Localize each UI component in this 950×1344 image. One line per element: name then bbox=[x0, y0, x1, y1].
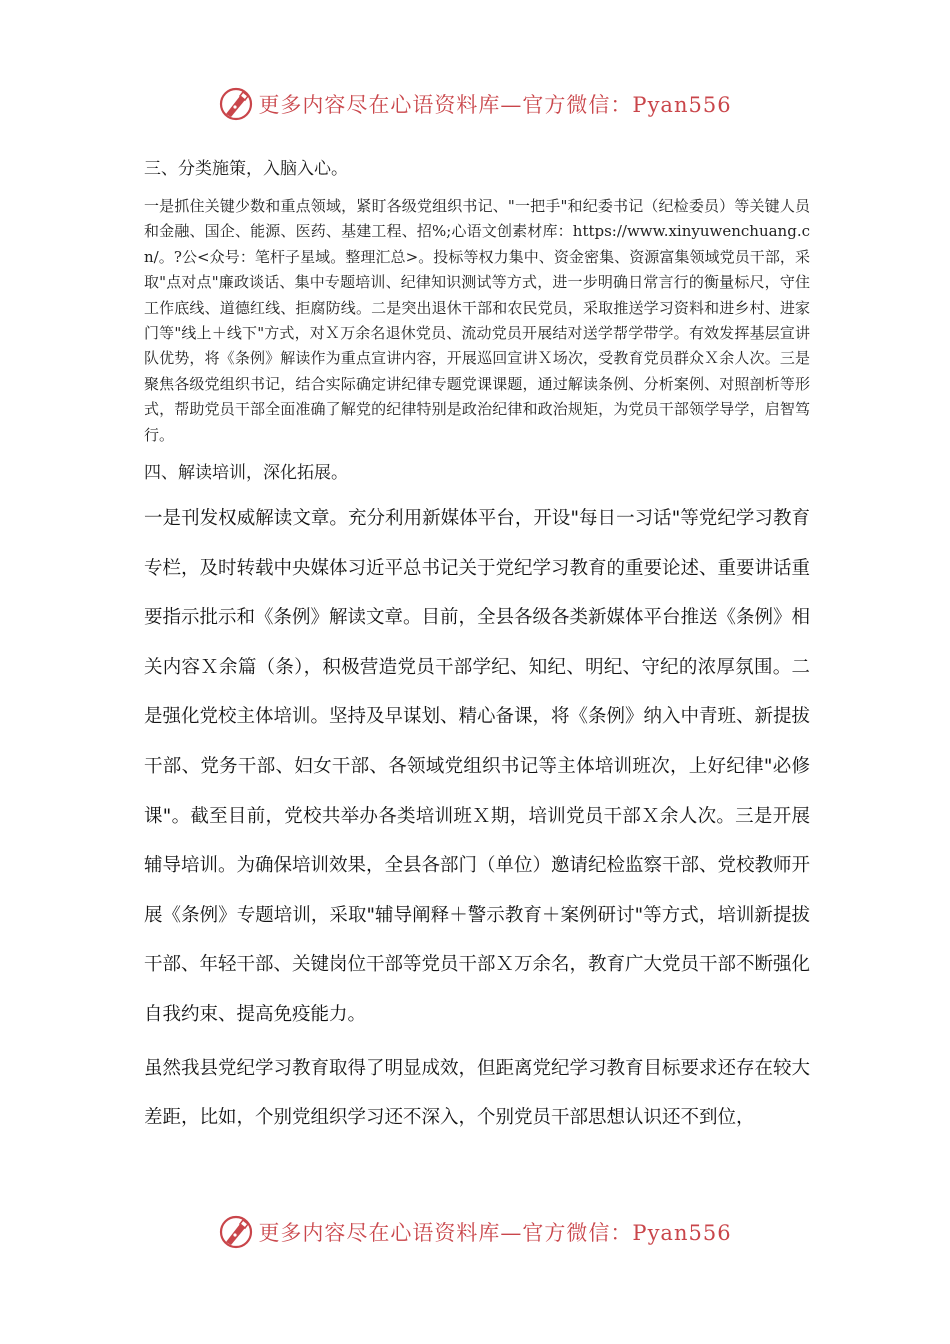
section-4-heading: 四、解读培训，深化拓展。 bbox=[144, 463, 348, 484]
pen-nib-logo-icon bbox=[218, 86, 254, 122]
pen-nib-logo-icon bbox=[218, 1214, 254, 1250]
watermark-text: 更多内容尽在心语资料库—官方微信：Pyan556 bbox=[258, 1221, 732, 1245]
section-4-paragraph: 一是刊发权威解读文章。充分利用新媒体平台，开设"每日一习话"等党纪学习教育专栏，及时转载中央媒体习近平总书记关于党纪学习教育的重要论述、重要讲话重要指示批示和《条例》解读文章。目前，全县各级各类新媒体平台推送《条例》相关内容Ｘ余篇（条），积极营造党员干部学纪、知纪、明纪、守纪的浓厚氛围。二是强化党校主体培训。坚持及早谋划、精心备课，将《条例》纳入中青班、新提拔干部、党务干部、妇女干部、各领域党组织书记等主体培训班次，上好纪律"必修课"。截至目前，党校共举办各类培训班Ｘ期，培训党员干部Ｘ余人次。三是开展辅导培训。为确保培训效果，全县各部门（单位）邀请纪检监察干部、党校教师开展《条例》专题培训，采取"辅导阐释＋警示教育＋案例研讨"等方式，培训新提拔干部、年轻干部、关键岗位干部等党员干部Ｘ万余名，教育广大党员干部不断强化自我约束、提高免疫能力。 bbox=[144, 508, 811, 1025]
watermark-text: 更多内容尽在心语资料库—官方微信：Pyan556 bbox=[258, 93, 732, 117]
watermark-banner-bottom bbox=[0, 1212, 950, 1252]
document-body bbox=[144, 148, 810, 1143]
section-3-paragraph: 一是抓住关键少数和重点领域，紧盯各级党组织书记、"一把手"和纪委书记（纪检委员）等关键人员和金融、国企、能源、医药、基建工程、招%;心语文创素材库：https://www.xinyuwenchuang.cn/。?公<众号：笔杆子星域。整理汇总>。投标等权力集中、资金密集、资源富集领域党员干部，采取"点对点"廉政谈话、集中专题培训、纪律知识测试等方式，进一步明确日常言行的衡量标尺，守住工作底线、道德红线、拒腐防线。二是突出退休干部和农民党员，采取推送学习资料和进乡村、进家门等"线上＋线下"方式，对Ｘ万余名退休党员、流动党员开展结对送学帮学带学。有效发挥基层宣讲队优势，将《条例》解读作为重点宣讲内容，开展巡回宣讲Ｘ场次，受教育党员群众Ｘ余人次。三是聚焦各级党组织书记，结合实际确定讲纪律专题党课课题，通过解读条例、分析案例、对照剖析等形式，帮助党员干部全面准确了解党的纪律特别是政治纪律和政治规矩，为党员干部领学导学，启智笃行。 bbox=[144, 197, 810, 444]
closing-paragraph: 虽然我县党纪学习教育取得了明显成效，但距离党纪学习教育目标要求还存在较大差距，比如，个别党组织学习还不深入，个别党员干部思想认识还不到位， bbox=[144, 1057, 811, 1129]
watermark-banner-top bbox=[0, 84, 950, 124]
section-3-heading: 三、分类施策，入脑入心。 bbox=[144, 159, 348, 179]
